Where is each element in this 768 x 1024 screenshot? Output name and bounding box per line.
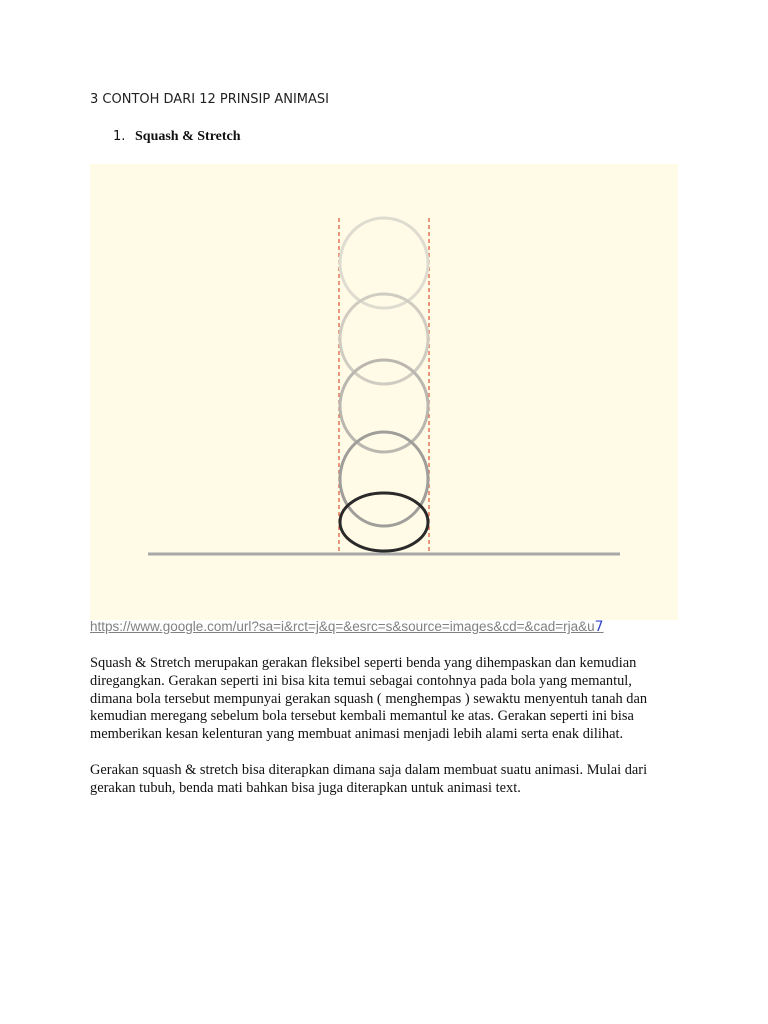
paragraph-2-line: gerakan tubuh, benda mati bahkan bisa juga diterapkan untuk animasi text. [90, 779, 521, 796]
paragraph-1-line: dimana bola tersebut mempunyai gerakan squash ( menghempas ) sewaktu menyentuh tanah dan [90, 690, 648, 707]
source-link[interactable] [90, 619, 604, 635]
source-url[interactable]: https://www.google.com/url?sa=i&rct=j&q=&esrc=s&source=images&cd=&cad=rja&u [90, 619, 595, 634]
squash-stretch-figure [90, 164, 678, 620]
paragraph-2-line: Gerakan squash & stretch bisa diterapkan dimana saja dalam membuat suatu animasi. Mulai dari [90, 762, 648, 778]
paragraph-1-line: diregangkan. Gerakan seperti ini bisa kita temui sebagai contohnya pada bola yang memantul, [90, 672, 632, 689]
paragraph-2 [90, 762, 680, 798]
paragraph-1-line: memberikan kesan kelenturan yang membuat animasi menjadi lebih alami serta enak dilihat. [90, 726, 624, 743]
document-title: 3 CONTOH DARI 12 PRINSIP ANIMASI [90, 92, 330, 107]
list-number: 1. [113, 129, 126, 144]
paragraph-1 [90, 655, 680, 744]
list-heading: Squash & Stretch [135, 129, 241, 144]
bouncing-ball-illustration [90, 164, 678, 620]
paragraph-1-line: kemudian meregang sebelum bola tersebut kembali memantul ke atas. Gerakan seperti ini bisa [90, 708, 634, 725]
list-item-squash-stretch [113, 129, 241, 145]
paragraph-1-line: Squash & Stretch merupakan gerakan fleksibel seperti benda yang dihempaskan dan kemudian [90, 655, 637, 671]
source-suffix[interactable]: 7 [594, 619, 604, 635]
